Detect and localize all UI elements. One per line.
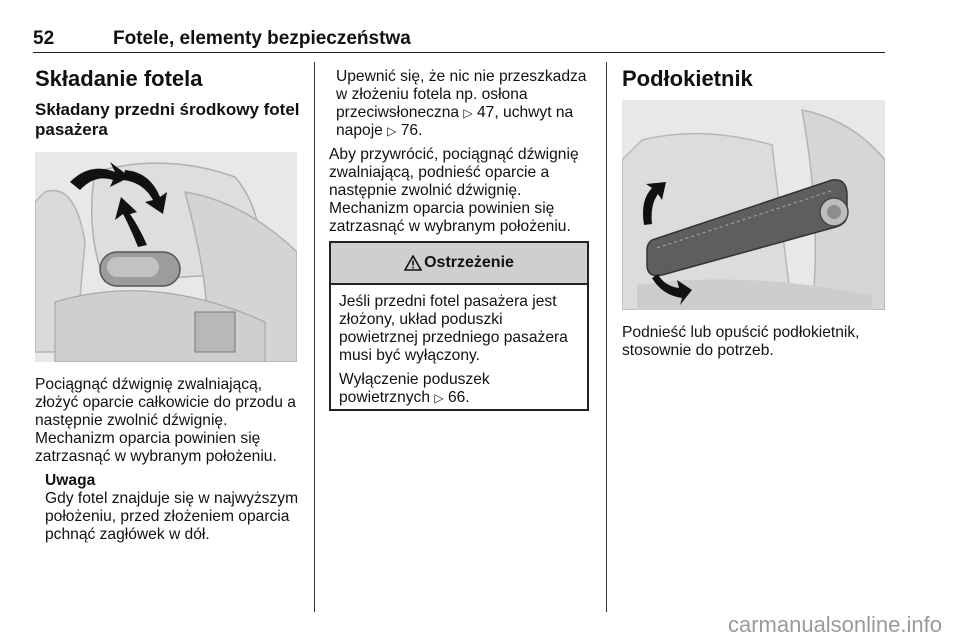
column-divider: [606, 62, 607, 612]
reference-page[interactable]: 66.: [447, 389, 470, 406]
check-paragraph: [329, 68, 593, 140]
check-paragraph-text: Upewnić się, że nic nie przeszkadza w złożeniu fotela np. osłona przeciwsłoneczna: [336, 68, 587, 121]
warning-reference-text: Wyłączenie poduszek powietrznych: [339, 371, 490, 406]
reference-page[interactable]: 47: [477, 104, 495, 121]
left-column: [35, 66, 303, 140]
chapter-title: Fotele, elementy bezpieczeństwa: [113, 28, 411, 49]
warning-header: [331, 243, 587, 285]
watermark: carmanualsonline.info: [727, 612, 942, 637]
armrest-paragraph: Podnieść lub opuścić podłokietnik, stosownie do potrzeb.: [622, 324, 860, 359]
ref-arrow-icon: ▷: [434, 391, 444, 405]
armrest-illustration: [622, 100, 885, 310]
restore-paragraph: Aby przywrócić, pociągnąć dźwignię zwalniającą, podnieść oparcie a następnie zwolnić dźwignię. Mechanizm oparcia powinien się zatrzasnąć w wybranym położeniu.: [329, 146, 579, 235]
warning-text: Jeśli przedni fotel pasażera jest złożony, układ poduszki powietrznej przedniego pasażera musi być wyłączony.: [339, 293, 568, 364]
reference-page[interactable]: 76.: [400, 122, 423, 139]
warning-title: Ostrzeżenie: [424, 254, 514, 271]
check-paragraph-mid: , uchwyt na napoje: [336, 104, 574, 139]
right-body: [622, 324, 886, 360]
seat-fold-drawing: [35, 152, 297, 362]
page-number: 52: [33, 28, 55, 49]
column-divider: [314, 62, 315, 612]
armrest-drawing: [622, 100, 885, 310]
warning-triangle-icon: [404, 255, 422, 271]
subsection-title: Składany przedni środkowy fotel pasażera: [35, 100, 300, 139]
seat-fold-illustration: [35, 152, 297, 362]
note-title: Uwaga: [45, 472, 96, 489]
ref-arrow-icon: ▷: [463, 106, 473, 120]
left-body: [35, 376, 303, 466]
section-title: Podłokietnik: [622, 66, 753, 91]
warning-reference: [339, 371, 579, 407]
page-header: [33, 28, 885, 53]
instruction-paragraph: Pociągnąć dźwignię zwalniającą, złożyć oparcie całkowicie do przodu a następnie zwolnić dźwignię. Mechanizm oparcia powinien się zatrzasnąć w wybranym położeniu.: [35, 376, 296, 465]
middle-column: [329, 68, 593, 236]
note-box: [45, 472, 307, 544]
ref-arrow-icon: ▷: [387, 124, 397, 138]
section-title: Składanie fotela: [35, 66, 203, 91]
warning-body: [331, 285, 587, 407]
warning-box: [329, 241, 589, 411]
right-column: [622, 66, 886, 92]
note-text: Gdy fotel znajduje się w najwyższym położeniu, przed złożeniem oparcia pchnąć zagłówek w dół.: [45, 490, 299, 543]
